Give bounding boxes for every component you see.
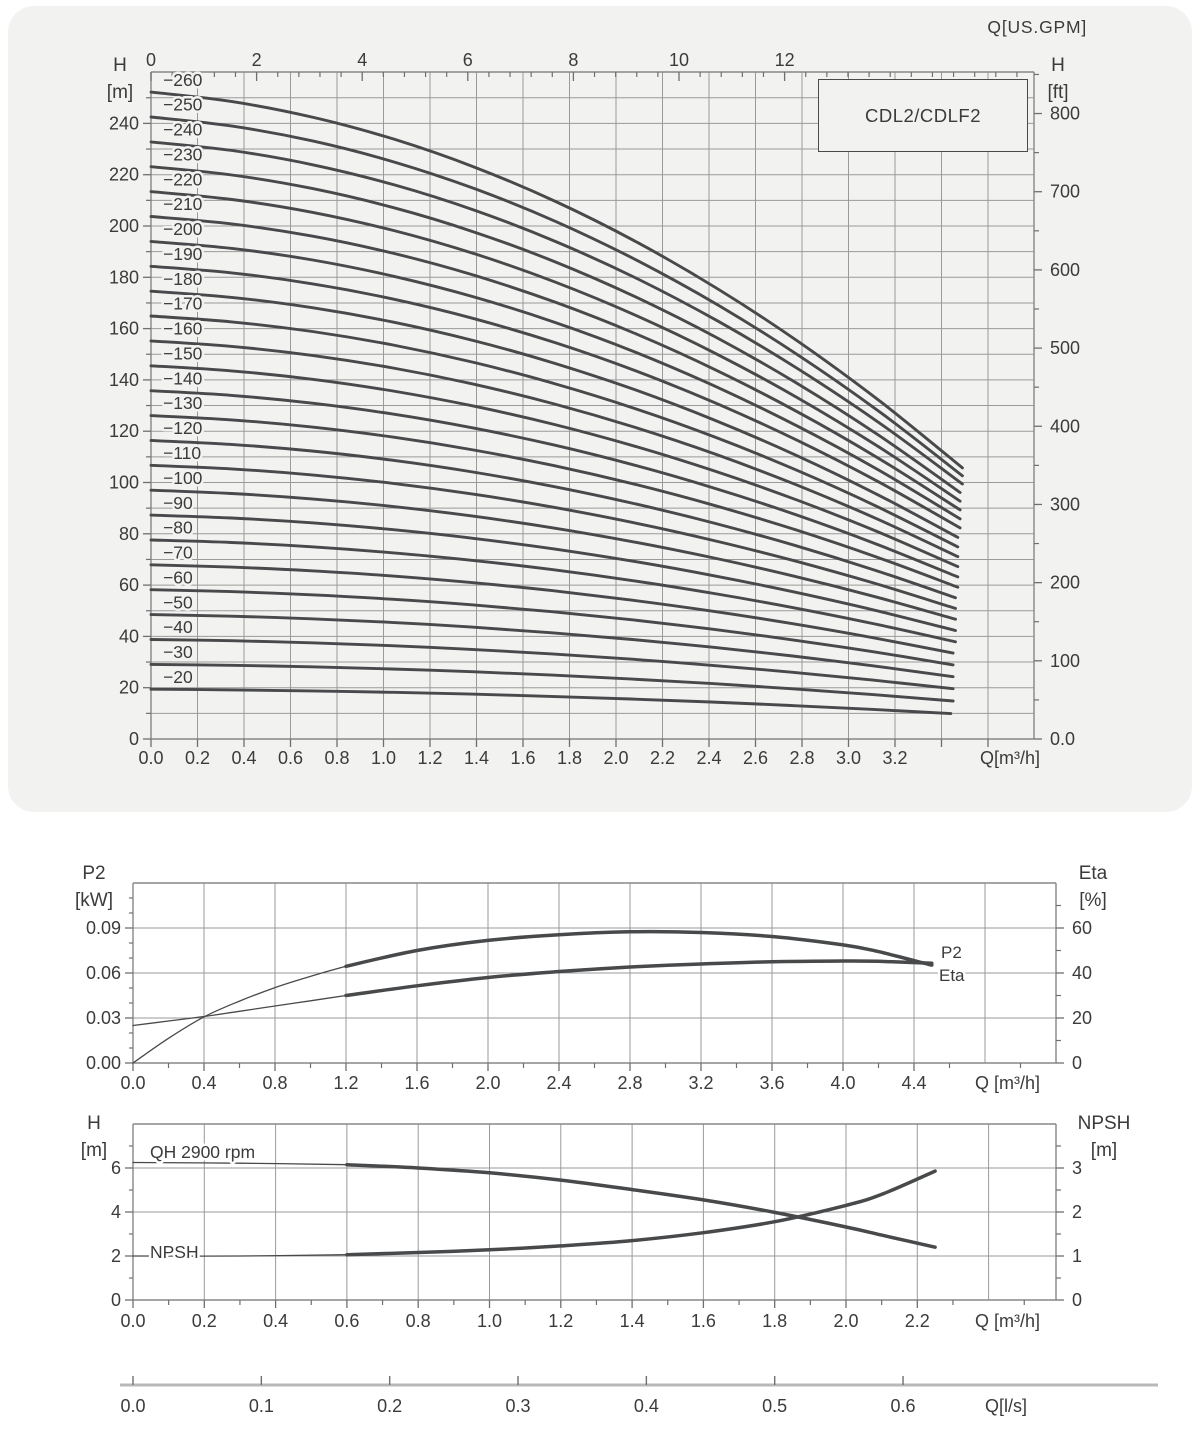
svg-text:0.8: 0.8 <box>405 1311 431 1331</box>
svg-text:2.8: 2.8 <box>617 1073 643 1093</box>
svg-text:1: 1 <box>1072 1246 1083 1266</box>
svg-text:0.3: 0.3 <box>505 1396 531 1416</box>
svg-text:−60: −60 <box>163 567 193 588</box>
svg-text:−110: −110 <box>163 443 202 464</box>
svg-text:0: 0 <box>1072 1053 1083 1073</box>
svg-text:12: 12 <box>774 50 795 70</box>
svg-text:10: 10 <box>668 50 690 70</box>
svg-text:0.09: 0.09 <box>85 918 121 938</box>
svg-text:0.0: 0.0 <box>1050 729 1076 749</box>
svg-text:0: 0 <box>128 729 139 749</box>
svg-text:200: 200 <box>108 216 139 236</box>
svg-text:Q [m³/h]: Q [m³/h] <box>975 1073 1041 1093</box>
svg-text:0.4: 0.4 <box>231 748 257 768</box>
svg-text:160: 160 <box>108 318 139 339</box>
svg-text:P2: P2 <box>941 943 962 962</box>
svg-text:0.6: 0.6 <box>890 1396 916 1416</box>
top-axis-title: Q[US.GPM] <box>987 17 1087 37</box>
svg-text:1.2: 1.2 <box>417 748 443 768</box>
svg-text:500: 500 <box>1050 338 1081 359</box>
svg-text:−230: −230 <box>163 144 203 165</box>
svg-text:Q[m³/h]: Q[m³/h] <box>980 748 1041 768</box>
svg-text:3: 3 <box>1072 1158 1083 1178</box>
svg-text:0.0: 0.0 <box>120 1311 146 1331</box>
svg-text:2: 2 <box>251 50 262 70</box>
power-curves <box>133 932 932 1063</box>
svg-text:−150: −150 <box>163 343 203 364</box>
svg-text:60: 60 <box>1072 918 1093 938</box>
svg-text:−30: −30 <box>163 642 193 663</box>
svg-text:4.0: 4.0 <box>830 1073 856 1093</box>
svg-text:−120: −120 <box>163 418 203 439</box>
svg-text:2.2: 2.2 <box>649 748 676 768</box>
svg-text:1.6: 1.6 <box>690 1311 716 1331</box>
svg-text:0.4: 0.4 <box>633 1396 659 1416</box>
svg-text:0.03: 0.03 <box>85 1008 121 1028</box>
qh-left-axis-title: H [m] <box>80 1113 108 1161</box>
svg-text:4: 4 <box>110 1202 121 1222</box>
svg-text:−140: −140 <box>163 368 203 389</box>
svg-text:−40: −40 <box>163 617 193 638</box>
main-curves <box>151 92 962 714</box>
svg-text:3.6: 3.6 <box>759 1073 785 1093</box>
svg-text:200: 200 <box>1050 572 1081 593</box>
svg-text:0.00: 0.00 <box>85 1053 121 1073</box>
model-label: CDL2/CDLF2 <box>864 104 982 126</box>
main-ticks <box>109 50 1080 768</box>
svg-text:100: 100 <box>1050 650 1081 671</box>
svg-text:0.0: 0.0 <box>120 1396 146 1416</box>
svg-text:1.2: 1.2 <box>548 1311 574 1331</box>
svg-text:−260: −260 <box>163 69 203 90</box>
svg-text:1.2: 1.2 <box>333 1073 359 1093</box>
svg-text:2.0: 2.0 <box>475 1073 501 1093</box>
svg-text:4.4: 4.4 <box>901 1073 927 1093</box>
svg-text:6: 6 <box>110 1158 121 1178</box>
svg-text:0.5: 0.5 <box>762 1396 788 1416</box>
svg-text:−240: −240 <box>163 119 203 140</box>
svg-text:−100: −100 <box>163 467 203 488</box>
svg-text:80: 80 <box>118 523 139 544</box>
svg-text:6: 6 <box>462 50 473 70</box>
svg-text:0.8: 0.8 <box>262 1073 288 1093</box>
svg-text:20: 20 <box>1072 1008 1093 1028</box>
svg-text:1.0: 1.0 <box>370 748 397 768</box>
qh-curve-labels <box>150 1142 255 1262</box>
svg-text:0.4: 0.4 <box>191 1073 217 1093</box>
power-grid <box>133 883 1056 1063</box>
npsh-axis-title: NPSH [m] <box>1077 1113 1131 1161</box>
svg-text:0: 0 <box>110 1290 121 1310</box>
svg-text:1.4: 1.4 <box>619 1311 645 1331</box>
main-curve-labels <box>163 70 203 687</box>
svg-text:180: 180 <box>108 267 139 288</box>
svg-text:1.0: 1.0 <box>476 1311 503 1331</box>
svg-text:−50: −50 <box>163 592 193 613</box>
svg-text:220: 220 <box>108 164 139 185</box>
svg-text:1.6: 1.6 <box>510 748 536 768</box>
svg-text:3.2: 3.2 <box>688 1073 714 1093</box>
svg-text:400: 400 <box>1050 416 1081 437</box>
svg-text:0.8: 0.8 <box>324 748 350 768</box>
svg-text:0.6: 0.6 <box>334 1311 360 1331</box>
svg-text:−80: −80 <box>163 517 193 538</box>
svg-text:0.2: 0.2 <box>377 1396 403 1416</box>
power-curve-labels <box>939 943 965 985</box>
svg-text:−180: −180 <box>163 268 203 289</box>
qh-ticks <box>111 1146 1082 1331</box>
main-right-axis-title: H [ft] <box>1047 55 1069 103</box>
svg-text:2: 2 <box>110 1246 121 1266</box>
svg-text:−90: −90 <box>163 492 193 513</box>
model-label-box <box>818 79 1028 152</box>
svg-text:2.8: 2.8 <box>789 748 815 768</box>
svg-text:QH 2900 rpm: QH 2900 rpm <box>150 1142 256 1162</box>
svg-text:1.6: 1.6 <box>404 1073 430 1093</box>
power-ticks <box>86 898 1092 1093</box>
svg-text:−160: −160 <box>163 318 203 339</box>
svg-text:100: 100 <box>108 472 139 493</box>
svg-text:Q[l/s]: Q[l/s] <box>985 1396 1028 1416</box>
svg-text:0: 0 <box>145 50 157 70</box>
power-axis-title: P2 [kW] <box>75 863 113 911</box>
svg-text:0: 0 <box>1072 1290 1083 1310</box>
svg-text:140: 140 <box>108 369 139 390</box>
svg-text:−220: −220 <box>163 169 203 190</box>
svg-text:2.0: 2.0 <box>833 1311 859 1331</box>
svg-text:2.6: 2.6 <box>742 748 769 768</box>
svg-text:2.4: 2.4 <box>546 1073 572 1093</box>
svg-text:1.4: 1.4 <box>463 748 490 768</box>
svg-text:20: 20 <box>118 677 139 698</box>
svg-text:40: 40 <box>1072 963 1093 983</box>
svg-text:−20: −20 <box>163 666 193 687</box>
svg-text:1.8: 1.8 <box>762 1311 788 1331</box>
svg-text:700: 700 <box>1050 181 1081 202</box>
svg-text:−210: −210 <box>163 194 203 215</box>
svg-text:−170: −170 <box>163 293 203 314</box>
svg-text:40: 40 <box>118 626 139 647</box>
svg-text:−130: −130 <box>163 393 203 414</box>
svg-text:0.4: 0.4 <box>263 1311 289 1331</box>
qh-grid <box>133 1124 1056 1300</box>
svg-text:120: 120 <box>108 421 139 442</box>
svg-text:0.1: 0.1 <box>248 1396 274 1416</box>
svg-text:8: 8 <box>568 50 579 70</box>
ls-axis <box>120 1376 1158 1416</box>
svg-text:0.6: 0.6 <box>277 748 304 768</box>
svg-text:60: 60 <box>118 575 139 596</box>
svg-text:600: 600 <box>1050 259 1081 280</box>
qh-curves <box>133 1163 935 1257</box>
svg-text:1.8: 1.8 <box>556 748 583 768</box>
svg-text:2.4: 2.4 <box>696 748 722 768</box>
svg-text:2.0: 2.0 <box>603 748 629 768</box>
eta-axis-title: Eta [%] <box>1078 863 1108 911</box>
svg-text:800: 800 <box>1050 103 1081 124</box>
svg-text:−200: −200 <box>163 219 203 240</box>
svg-text:0.06: 0.06 <box>85 963 121 983</box>
svg-text:0.2: 0.2 <box>191 1311 217 1331</box>
svg-text:0.2: 0.2 <box>184 748 211 768</box>
svg-text:4: 4 <box>357 50 368 70</box>
svg-text:3.0: 3.0 <box>835 748 862 768</box>
svg-text:2.2: 2.2 <box>904 1311 930 1331</box>
svg-text:−70: −70 <box>163 542 193 563</box>
svg-text:Q [m³/h]: Q [m³/h] <box>975 1311 1041 1331</box>
svg-text:240: 240 <box>108 113 139 134</box>
svg-text:−250: −250 <box>163 94 203 115</box>
svg-text:2: 2 <box>1072 1202 1083 1222</box>
svg-text:Eta: Eta <box>939 966 965 985</box>
svg-text:0.0: 0.0 <box>138 748 164 768</box>
svg-text:NPSH: NPSH <box>150 1242 199 1262</box>
svg-text:0.0: 0.0 <box>120 1073 146 1093</box>
svg-text:3.2: 3.2 <box>882 748 908 768</box>
svg-text:300: 300 <box>1050 494 1081 515</box>
svg-text:−190: −190 <box>163 243 203 264</box>
main-grid <box>151 69 1034 739</box>
main-left-axis-title: H [m] <box>106 55 134 103</box>
